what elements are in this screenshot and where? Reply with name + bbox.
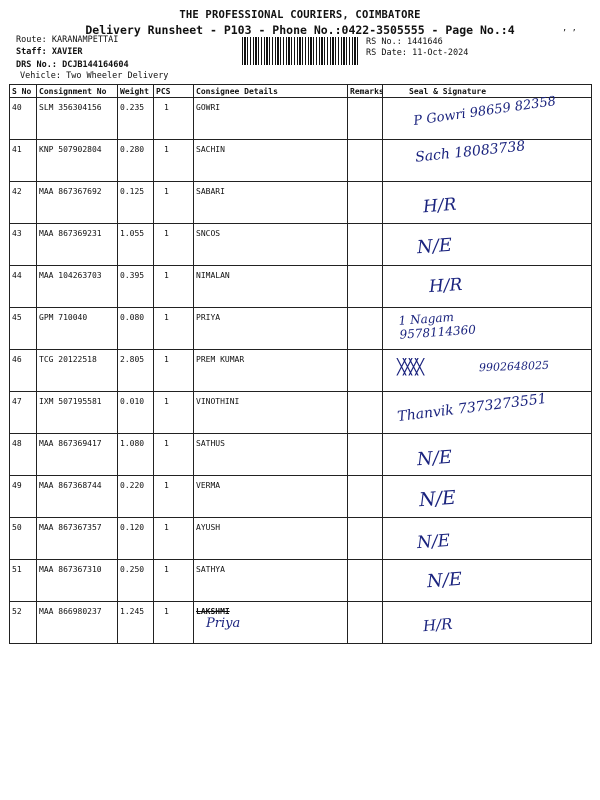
cell-consignment: MAA 104263703	[37, 266, 118, 308]
cell-consignee: SNCOS	[194, 224, 348, 266]
signature-handwriting: N/E	[418, 486, 457, 512]
cell-pcs: 1	[154, 476, 194, 518]
cell-consignee: PRIYA	[194, 308, 348, 350]
cell-consignment: MAA 867369417	[37, 434, 118, 476]
table-header-row	[10, 85, 592, 98]
cell-pcs: 1	[154, 266, 194, 308]
cell-consignee: SABARI	[194, 182, 348, 224]
rs-no-value: 1441646	[406, 37, 443, 47]
vehicle-label: Vehicle:	[20, 71, 61, 81]
table-row	[10, 350, 592, 392]
cell-signature	[383, 392, 592, 434]
cell-pcs: 1	[154, 434, 194, 476]
cell-consignee: GOWRI	[194, 98, 348, 140]
cell-signature	[383, 140, 592, 182]
signature-handwriting: H/R	[422, 194, 458, 218]
col-header-pcs: PCS	[154, 85, 194, 98]
route-label: Route:	[16, 35, 47, 45]
cell-remarks	[348, 392, 383, 434]
cell-weight: 0.010	[118, 392, 154, 434]
cell-weight: 1.080	[118, 434, 154, 476]
cell-signature	[383, 476, 592, 518]
staff-line	[16, 47, 83, 57]
cell-consignment: MAA 867367357	[37, 518, 118, 560]
cell-signature	[383, 308, 592, 350]
table-row	[10, 518, 592, 560]
cell-weight: 0.080	[118, 308, 154, 350]
table-row	[10, 560, 592, 602]
cell-sno: 50	[10, 518, 37, 560]
cell-consignment: TCG 20122518	[37, 350, 118, 392]
rs-date-line	[366, 48, 468, 58]
signature-handwriting: P Gowri 98659 82358	[412, 94, 557, 129]
cell-sno: 41	[10, 140, 37, 182]
drs-value: DCJB144164604	[62, 60, 129, 70]
cell-pcs: 1	[154, 560, 194, 602]
table-row	[10, 308, 592, 350]
cell-pcs: 1	[154, 350, 194, 392]
cell-consignment: IXM 507195581	[37, 392, 118, 434]
rs-date-label: RS Date:	[366, 48, 407, 58]
cell-consignee: VINOTHINI	[194, 392, 348, 434]
signature-scribble: ╳╳╳╳	[397, 358, 422, 376]
table-row	[10, 98, 592, 140]
vehicle-line	[20, 71, 168, 81]
cell-weight: 0.280	[118, 140, 154, 182]
cell-signature	[383, 182, 592, 224]
cell-remarks	[348, 182, 383, 224]
cell-consignment: SLM 356304156	[37, 98, 118, 140]
staff-value: XAVIER	[51, 47, 83, 57]
cell-consignment: MAA 867367310	[37, 560, 118, 602]
signature-handwriting: H/R	[428, 274, 464, 298]
vehicle-value: Two Wheeler Delivery	[66, 71, 169, 81]
drs-line	[16, 60, 129, 70]
cell-pcs: 1	[154, 392, 194, 434]
cell-pcs: 1	[154, 602, 194, 644]
cell-remarks	[348, 266, 383, 308]
rs-no-line	[366, 37, 443, 47]
cell-signature	[383, 560, 592, 602]
cell-consignee: SACHIN	[194, 140, 348, 182]
signature-handwriting: N/E	[416, 530, 451, 554]
signature-handwriting: 1 Nagam 9578114360	[398, 310, 477, 342]
cell-signature	[383, 266, 592, 308]
col-header-remarks: Remarks	[348, 85, 383, 98]
cell-remarks	[348, 308, 383, 350]
table-row	[10, 434, 592, 476]
cell-remarks	[348, 140, 383, 182]
cell-weight: 0.125	[118, 182, 154, 224]
cell-remarks	[348, 350, 383, 392]
cell-sno: 40	[10, 98, 37, 140]
cell-consignment: MAA 867369231	[37, 224, 118, 266]
signature-handwriting: 9902648025	[478, 358, 550, 375]
route-line	[16, 35, 118, 45]
consignee-name-struck: LAKSHMI	[196, 607, 230, 616]
rs-date-value: 11-Oct-2024	[412, 48, 469, 58]
cell-pcs: 1	[154, 98, 194, 140]
col-header-sno: S No	[10, 85, 37, 98]
cell-remarks	[348, 224, 383, 266]
cell-pcs: 1	[154, 140, 194, 182]
cell-weight: 1.245	[118, 602, 154, 644]
cell-consignee: NIMALAN	[194, 266, 348, 308]
cell-sno: 48	[10, 434, 37, 476]
cell-weight: 0.120	[118, 518, 154, 560]
cell-signature	[383, 602, 592, 644]
cell-sno: 47	[10, 392, 37, 434]
cell-consignee: SATHUS	[194, 434, 348, 476]
cell-weight: 0.235	[118, 98, 154, 140]
cell-signature	[383, 94, 592, 140]
signature-handwriting: H/R	[422, 614, 454, 636]
cell-weight: 0.220	[118, 476, 154, 518]
col-header-signature: Seal & Signature	[383, 85, 592, 98]
cell-pcs: 1	[154, 518, 194, 560]
cell-consignee: VERMA	[194, 476, 348, 518]
cell-remarks	[348, 602, 383, 644]
table-row	[10, 140, 592, 182]
signature-handwriting: N/E	[416, 234, 453, 259]
col-header-consignment: Consignment No	[37, 85, 118, 98]
cell-pcs: 1	[154, 182, 194, 224]
runsheet-title: Delivery Runsheet - P103 - Phone No.:0422-3505555 - Page No.:4	[85, 23, 515, 37]
cell-consignee: SATHYA	[194, 560, 348, 602]
cell-consignment: KNP 507902804	[37, 140, 118, 182]
cell-sno: 44	[10, 266, 37, 308]
rs-no-label: RS No.:	[366, 37, 402, 47]
signature-handwriting: Thanvik 7373273551	[396, 390, 548, 426]
col-header-weight: Weight	[118, 85, 154, 98]
table-row	[10, 602, 592, 644]
cell-pcs: 1	[154, 224, 194, 266]
cell-consignment: MAA 866980237	[37, 602, 118, 644]
cell-sno: 42	[10, 182, 37, 224]
signature-handwriting: Sach 18083738	[414, 138, 527, 166]
barcode	[242, 37, 360, 65]
cell-consignment: MAA 867367692	[37, 182, 118, 224]
cell-pcs: 1	[154, 308, 194, 350]
runsheet-table	[9, 84, 592, 644]
cell-weight: 0.250	[118, 560, 154, 602]
cell-consignment: GPM 710040	[37, 308, 118, 350]
cell-remarks	[348, 560, 383, 602]
table-row	[10, 266, 592, 308]
cell-sno: 51	[10, 560, 37, 602]
cell-consignment: MAA 867368744	[37, 476, 118, 518]
staff-label: Staff:	[16, 47, 47, 57]
cell-weight: 1.055	[118, 224, 154, 266]
cell-sno: 52	[10, 602, 37, 644]
cell-remarks	[348, 434, 383, 476]
drs-label: DRS No.:	[16, 60, 57, 70]
cell-signature	[383, 434, 592, 476]
signature-handwriting: N/E	[426, 568, 463, 593]
cell-consignee: AYUSH	[194, 518, 348, 560]
cell-consignee	[194, 602, 348, 644]
cell-remarks	[348, 518, 383, 560]
cell-signature	[383, 518, 592, 560]
cell-sno: 46	[10, 350, 37, 392]
cell-sno: 49	[10, 476, 37, 518]
cell-remarks	[348, 476, 383, 518]
cell-sno: 45	[10, 308, 37, 350]
col-header-consignee: Consignee Details	[194, 85, 348, 98]
table-row	[10, 182, 592, 224]
route-value: KARANAMPETTAI	[51, 35, 119, 45]
cell-weight: 0.395	[118, 266, 154, 308]
cell-sno: 43	[10, 224, 37, 266]
cell-remarks	[348, 98, 383, 140]
consignee-handwritten-note: Priya	[206, 616, 241, 631]
cell-consignee: PREM KUMAR	[194, 350, 348, 392]
header-marks: ’ ’	[562, 28, 577, 37]
company-name: THE PROFESSIONAL COURIERS, COIMBATORE	[179, 9, 421, 21]
table-row	[10, 476, 592, 518]
table-row	[10, 224, 592, 266]
cell-signature	[383, 224, 592, 266]
cell-weight: 2.805	[118, 350, 154, 392]
cell-signature	[383, 350, 592, 392]
signature-handwriting: N/E	[416, 446, 453, 471]
table-row	[10, 392, 592, 434]
